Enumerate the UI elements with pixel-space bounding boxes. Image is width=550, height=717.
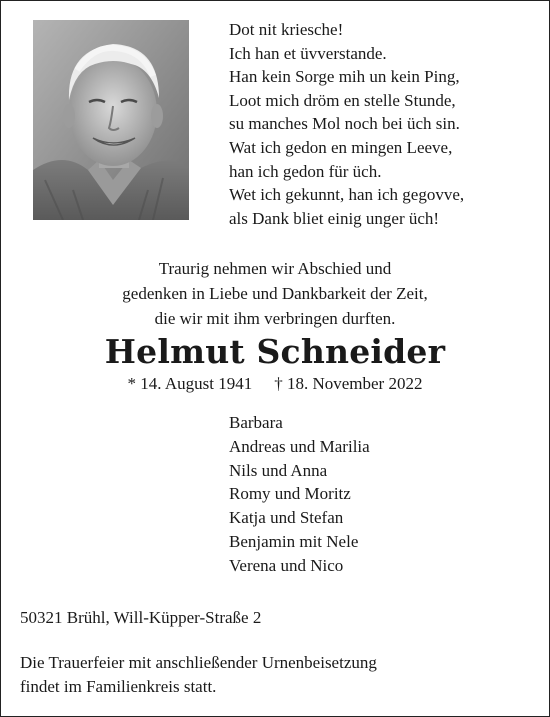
service-line: findet im Familienkreis statt. [20,677,217,696]
service-line: Die Trauerfeier mit anschließender Urnenbeisetzung [20,653,377,672]
farewell-text [0,256,550,331]
mourners-list [229,411,370,578]
death-date: † 18. November 2022 [274,374,423,393]
poem-line: Wat ich gedon en mingen Leeve, [229,137,453,157]
poem-line: Wet ich gekunnt, han ich gegovve, [229,185,465,205]
poem [229,18,529,230]
poem-line: Han kein Sorge mih un kein Ping, [229,67,460,87]
life-dates [0,372,550,396]
mourner-name: Romy und Moritz [229,484,351,504]
mourner-name: Katja und Stefan [229,508,344,528]
deceased-name: Helmut Schneider [104,332,446,371]
mourner-name: Barbara [229,413,283,432]
portrait-photo [33,20,189,220]
poem-line: han ich gedon für üch. [229,161,382,181]
farewell-line: Traurig nehmen wir Abschied und [158,259,392,278]
birth-date: * 14. August 1941 [127,374,253,393]
poem-line: Loot mich dröm en stelle Stunde, [229,90,456,110]
mourner-name: Andreas und Marilia [229,436,370,456]
poem-line: als Dank bliet einig unger üch! [229,208,440,228]
address: 50321 Brühl, Will-Küpper-Straße 2 [20,608,262,627]
poem-line: su manches Mol noch bei üch sin. [229,114,460,134]
farewell-line: die wir mit ihm verbringen durften. [154,309,396,328]
mourner-name: Verena und Nico [229,555,344,575]
poem-line: Ich han et üvverstande. [229,43,387,63]
service-note [20,651,377,699]
mourner-name: Benjamin mit Nele [229,531,359,551]
mourner-name: Nils und Anna [229,460,328,480]
poem-line: Dot nit kriesche! [229,20,344,39]
farewell-line: gedenken in Liebe und Dankbarkeit der Zeit, [122,284,428,303]
